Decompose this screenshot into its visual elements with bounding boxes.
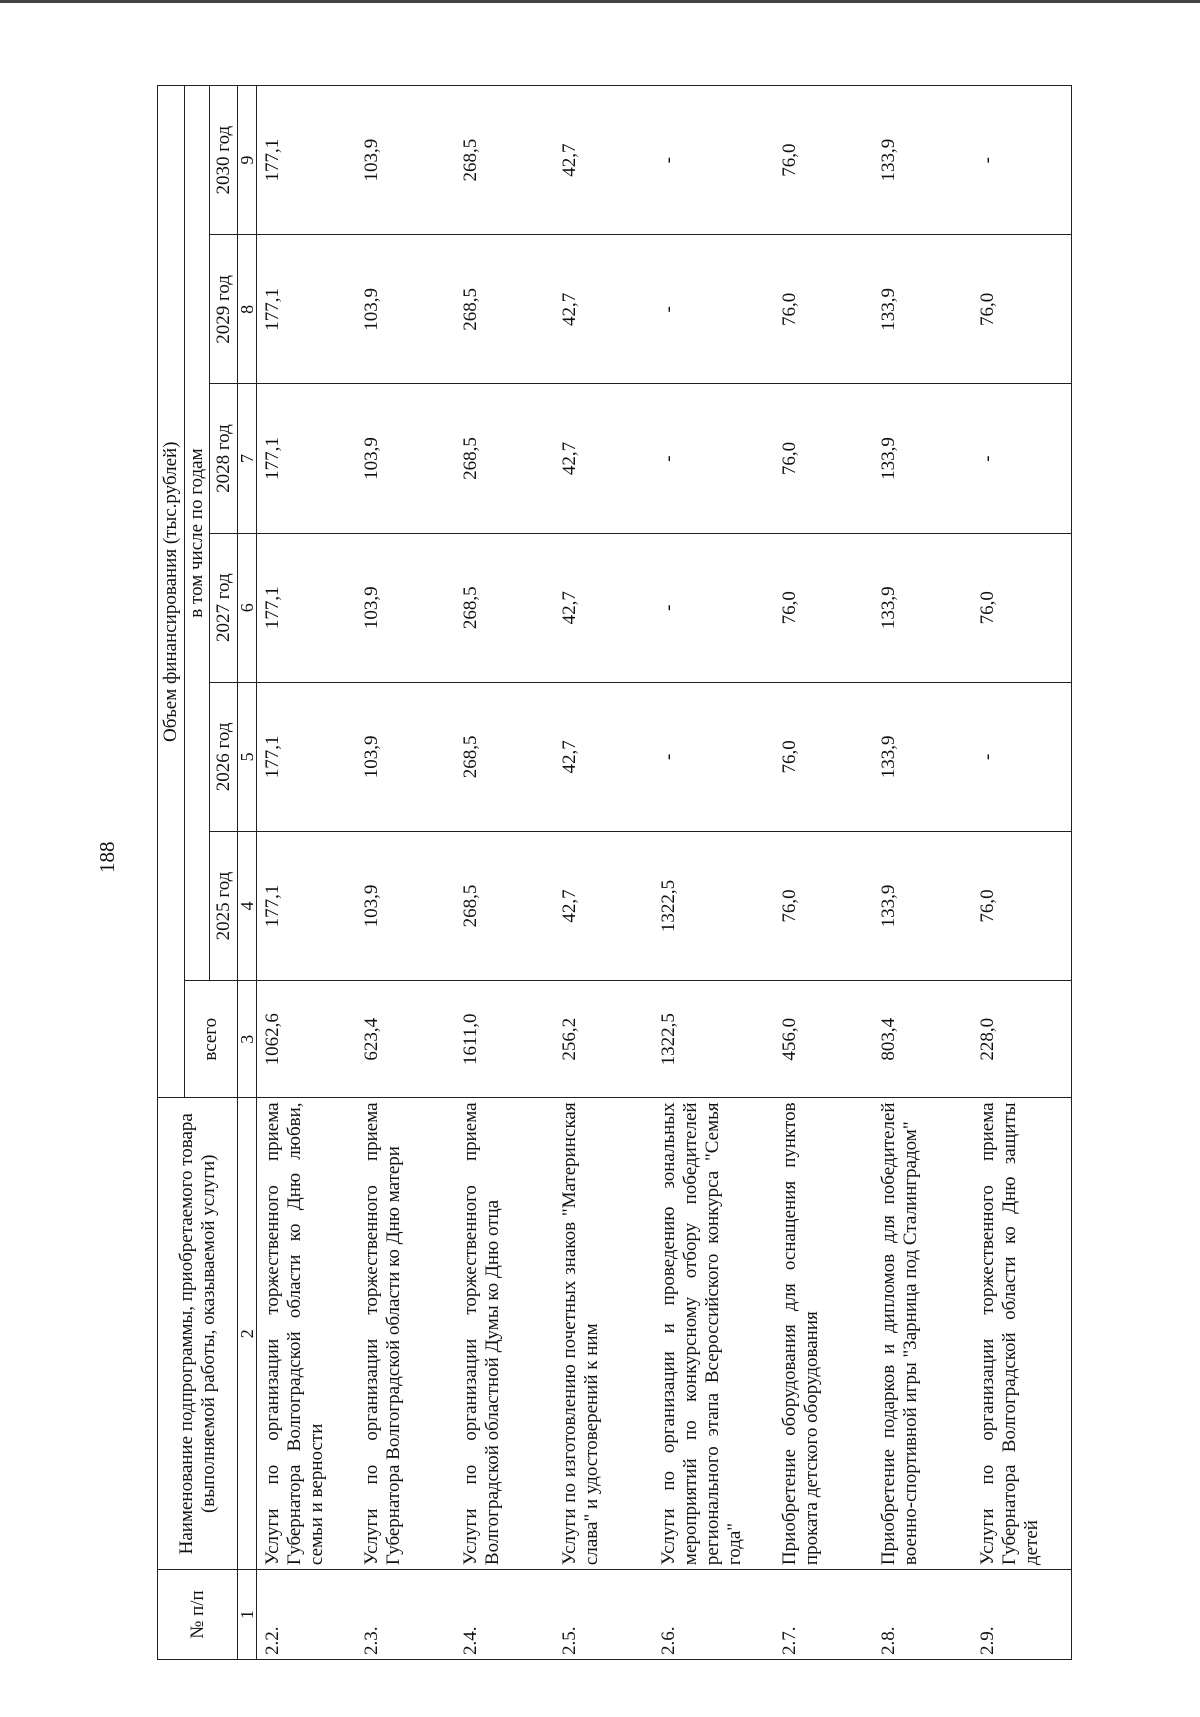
row-name: Услуги по организации и проведению зональных мероприятий по конкурсному отбору победителей регионального этапа Всероссийского конкурса "Семья года" (653, 1098, 774, 1570)
row-2028: 268,5 (455, 384, 554, 533)
row-2028: - (972, 384, 1072, 533)
row-2025: 76,0 (774, 831, 873, 980)
row-2026: 177,1 (257, 682, 357, 831)
header-total: всего (185, 981, 238, 1098)
table-row (356, 86, 455, 1660)
table-row (455, 86, 554, 1660)
header-year: 2026 год (210, 682, 238, 831)
row-2027: 76,0 (972, 533, 1072, 682)
row-name: Услуги по организации торжественного приема Губернатора Волгоградской области ко Дню матери (356, 1098, 455, 1570)
row-2028: 133,9 (873, 384, 972, 533)
row-2027: 177,1 (257, 533, 357, 682)
row-2029: 76,0 (774, 235, 873, 384)
row-2030: 103,9 (356, 86, 455, 235)
row-2027: 268,5 (455, 533, 554, 682)
row-number: 2.2. (257, 1570, 357, 1660)
row-number: 2.4. (455, 1570, 554, 1660)
header-year: 2029 год (210, 235, 238, 384)
row-2027: 42,7 (554, 533, 653, 682)
header-year: 2025 год (210, 831, 238, 980)
row-number: 2.5. (554, 1570, 653, 1660)
row-2028: 177,1 (257, 384, 357, 533)
header-year: 2028 год (210, 384, 238, 533)
financing-table (157, 85, 1072, 1660)
column-number: 7 (238, 384, 257, 533)
row-2025: 177,1 (257, 831, 357, 980)
column-number: 2 (238, 1098, 257, 1570)
column-number: 8 (238, 235, 257, 384)
row-number: 2.6. (653, 1570, 774, 1660)
row-name: Услуги по организации торжественного приема Волгоградской областной Думы ко Дню отца (455, 1098, 554, 1570)
column-number: 3 (238, 981, 257, 1098)
row-2028: 42,7 (554, 384, 653, 533)
row-number: 2.3. (356, 1570, 455, 1660)
scan-top-edge (0, 0, 1200, 3)
row-2030: 133,9 (873, 86, 972, 235)
row-2026: 268,5 (455, 682, 554, 831)
table-row (972, 86, 1072, 1660)
row-2028: 76,0 (774, 384, 873, 533)
row-name: Услуги по организации торжественного приема Губернатора Волгоградской области ко Дню любви, семьи и верности (257, 1098, 357, 1570)
row-total: 256,2 (554, 981, 653, 1098)
row-2026: 133,9 (873, 682, 972, 831)
row-2025: 268,5 (455, 831, 554, 980)
header-name: Наименование подпрограммы, приобретаемого товара (выполняемой работы, оказываемой услуги) (158, 1098, 238, 1570)
row-total: 228,0 (972, 981, 1072, 1098)
rotated-table-wrapper (157, 85, 1197, 1660)
column-number: 5 (238, 682, 257, 831)
row-2029: - (653, 235, 774, 384)
table-row (873, 86, 972, 1660)
row-2027: 133,9 (873, 533, 972, 682)
page-number: 188 (95, 841, 119, 873)
table-row (554, 86, 653, 1660)
column-number: 6 (238, 533, 257, 682)
row-name: Услуги по изготовлению почетных знаков "Материнская слава" и удостоверений к ним (554, 1098, 653, 1570)
row-2025: 103,9 (356, 831, 455, 980)
row-number: 2.9. (972, 1570, 1072, 1660)
table-row (257, 86, 357, 1660)
row-total: 1611,0 (455, 981, 554, 1098)
header-volume: Объем финансирования (тыс.рублей) (158, 86, 185, 1098)
row-2026: 103,9 (356, 682, 455, 831)
row-2030: 42,7 (554, 86, 653, 235)
table-row (774, 86, 873, 1660)
row-number: 2.7. (774, 1570, 873, 1660)
column-number: 9 (238, 86, 257, 235)
row-total: 1322,5 (653, 981, 774, 1098)
column-number: 4 (238, 831, 257, 980)
row-name: Услуги по организации торжественного приема Губернатора Волгоградской области ко Дню защиты детей (972, 1098, 1072, 1570)
row-2029: 133,9 (873, 235, 972, 384)
row-number: 2.8. (873, 1570, 972, 1660)
row-2026: - (653, 682, 774, 831)
row-2028: - (653, 384, 774, 533)
row-name: Приобретение подарков и дипломов для победителей военно-спортивной игры "Зарница под Сталинградом" (873, 1098, 972, 1570)
header-no: № п/п (158, 1570, 238, 1660)
header-year: 2030 год (210, 86, 238, 235)
row-2029: 177,1 (257, 235, 357, 384)
row-2029: 268,5 (455, 235, 554, 384)
row-total: 623,4 (356, 981, 455, 1098)
row-2027: - (653, 533, 774, 682)
row-2025: 76,0 (972, 831, 1072, 980)
row-2030: 268,5 (455, 86, 554, 235)
row-2026: - (972, 682, 1072, 831)
row-2029: 76,0 (972, 235, 1072, 384)
row-2027: 76,0 (774, 533, 873, 682)
table-row (653, 86, 774, 1660)
header-year: 2027 год (210, 533, 238, 682)
row-2030: - (972, 86, 1072, 235)
header-by-years: в том числе по годам (185, 86, 210, 981)
row-total: 1062,6 (257, 981, 357, 1098)
row-2025: 42,7 (554, 831, 653, 980)
row-2026: 76,0 (774, 682, 873, 831)
row-2030: - (653, 86, 774, 235)
row-2029: 103,9 (356, 235, 455, 384)
row-2025: 1322,5 (653, 831, 774, 980)
row-2028: 103,9 (356, 384, 455, 533)
row-2030: 76,0 (774, 86, 873, 235)
row-2029: 42,7 (554, 235, 653, 384)
row-2026: 42,7 (554, 682, 653, 831)
row-2025: 133,9 (873, 831, 972, 980)
row-total: 456,0 (774, 981, 873, 1098)
row-2030: 177,1 (257, 86, 357, 235)
column-number: 1 (238, 1570, 257, 1660)
row-name: Приобретение оборудования для оснащения пунктов проката детского оборудования (774, 1098, 873, 1570)
row-total: 803,4 (873, 981, 972, 1098)
row-2027: 103,9 (356, 533, 455, 682)
